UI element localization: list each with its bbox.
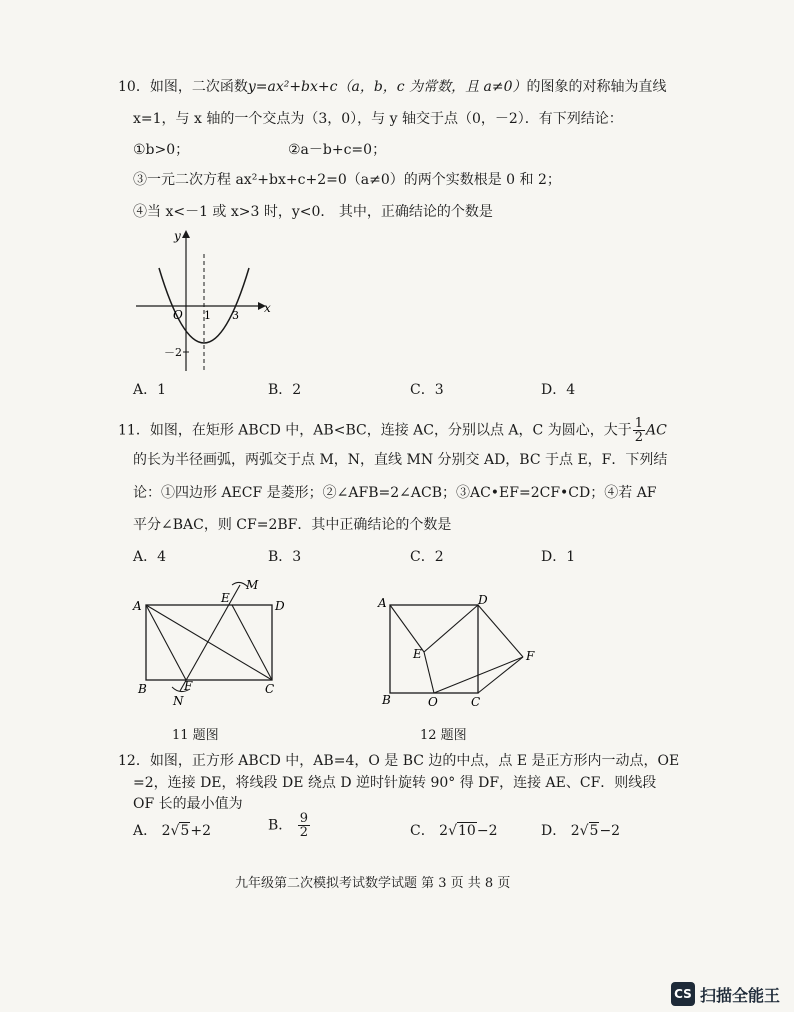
square-abcd (390, 605, 478, 693)
label-O: O (428, 695, 438, 709)
q10-conclusion-4: ④当 x<－1 或 x>3 时，y<0． 其中，正确结论的个数是 (133, 204, 493, 220)
label-C: C (471, 695, 481, 709)
q11-line2: 的长为半径画弧，两弧交于点 M，N，直线 MN 分别交 AD，BC 于点 E，F．下列结 (133, 452, 668, 468)
q11-option-a: A．4 (133, 549, 167, 565)
q12-option-d: D． 2√5−2 (541, 823, 621, 839)
q12-option-a: A． 2√5+2 (133, 823, 211, 839)
q11-line1: 11．如图，在矩形 ABCD 中，AB<BC，连接 AC，分别以点 A，C 为圆心，大于 $\frac{1}{2}$ AC (118, 416, 667, 445)
label-y: y (174, 229, 181, 243)
segment-oe (424, 652, 434, 693)
label-B: B (138, 682, 147, 696)
label-one: 1 (204, 309, 211, 322)
label-origin: O (173, 308, 183, 322)
label-x: x (264, 301, 271, 315)
q11-option-c: C．2 (410, 549, 444, 565)
q10-line1: 10．如图，二次函数y=ax²+bx+c（a，b，c 为常数，且 a≠0）的图象的对称轴为直线 (118, 79, 667, 95)
q10-conclusion-3: ③一元二次方程 ax²+bx+c+2=0（a≠0）的两个实数根是 0 和 2； (133, 172, 561, 188)
scanner-watermark (671, 982, 780, 1006)
q10-conclusion-2: ②a－b+c=0； (288, 142, 387, 158)
q11-option-d: D．1 (541, 549, 576, 565)
label-M: M (246, 578, 259, 592)
q11-caption: 11 题图 (172, 728, 219, 743)
q12-square-figure (372, 590, 542, 710)
label-F: F (526, 649, 535, 663)
segment-de (424, 605, 478, 652)
page-footer: 九年级第二次模拟考试数学试题 第 3 页 共 8 页 (235, 876, 511, 891)
label-D: D (478, 593, 488, 607)
label-A: A (378, 596, 387, 610)
watermark-text: 扫描全能王 (699, 985, 780, 1005)
label-C: C (265, 682, 275, 696)
label-three: 3 (232, 309, 239, 322)
label-F: F (184, 679, 193, 693)
q12-line1: 12．如图，正方形 ABCD 中，AB=4，O 是 BC 边的中点，点 E 是正方形内一动点，OE (118, 753, 680, 769)
label-E: E (221, 591, 230, 605)
y-arrow-icon (182, 230, 190, 238)
q12-caption: 12 题图 (420, 728, 467, 743)
q12-option-b: B． $\frac{9}{2}$ (268, 811, 309, 840)
label-E: E (413, 647, 422, 661)
segment-ec (232, 605, 272, 680)
q11-option-b: B．3 (268, 549, 302, 565)
q10-option-a: A．1 (133, 382, 167, 398)
q10-line2: x=1，与 x 轴的一个交点为（3，0），与 y 轴交于点（0，－2）．有下列结论： (133, 111, 623, 127)
q10-conclusion-1: ①b>0； (133, 142, 190, 158)
q10-option-b: B．2 (268, 382, 302, 398)
q12-line2: =2，连接 DE，将线段 DE 绕点 D 逆时针旋转 90° 得 DF，连接 AE、CF．则线段 (133, 775, 657, 791)
segment-ac (146, 605, 272, 680)
label-N: N (173, 694, 184, 708)
q11-fraction: $\frac{1}{2}$ (634, 416, 643, 445)
q12-option-c: C． 2√10−2 (410, 823, 498, 839)
label-A: A (133, 599, 142, 613)
q10-option-c: C．3 (410, 382, 444, 398)
label-D: D (275, 599, 285, 613)
q11-rectangle-figure (128, 575, 288, 710)
label-neg2: －2 (164, 346, 182, 359)
q11-line4: 平分∠BAC，则 CF=2BF．其中正确结论的个数是 (133, 517, 452, 533)
segment-af (146, 605, 186, 680)
segment-ae (390, 605, 424, 652)
label-B: B (382, 693, 391, 707)
q11-line3: 论：①四边形 AECF 是菱形；②∠AFB=2∠ACB；③AC•EF=2CF•CD；④若 AF (133, 485, 657, 501)
line-mn (180, 585, 240, 691)
q10-parabola-graph (128, 226, 273, 376)
segment-cf (478, 657, 523, 693)
segment-df (478, 605, 523, 657)
camscanner-logo-icon: CS (671, 982, 695, 1006)
q10-option-d: D．4 (541, 382, 576, 398)
q12-line3: OF 长的最小值为 (133, 796, 243, 812)
